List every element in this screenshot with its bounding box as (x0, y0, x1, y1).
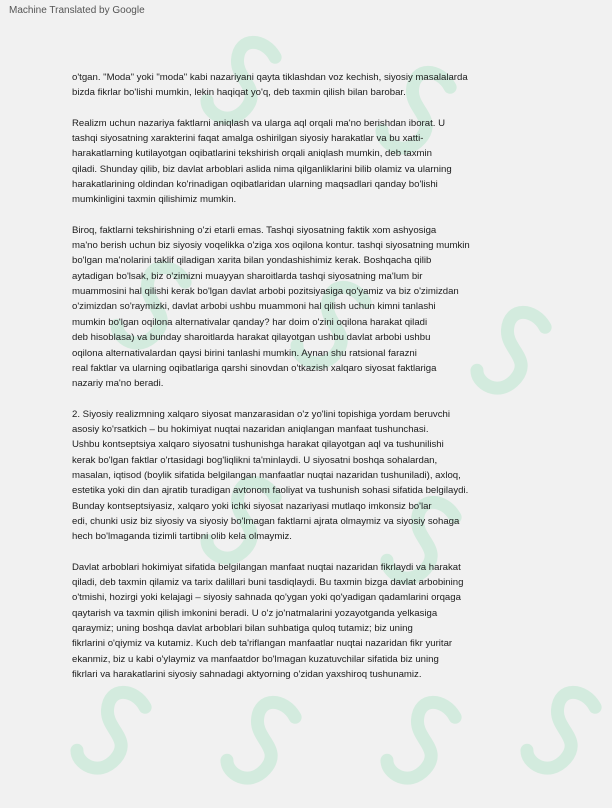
text-line: edi, chunki usiz biz siyosiy va siyosiy bo'lmagan faktlarni ajrata olmaymiz va siyosiy sohaga (72, 515, 460, 527)
text-line: kerak bo'lgan faktlar o'rtasidagi bog'liqlikni ta'minlaydi. U siyosatni boshqa sohalardan, (72, 454, 438, 466)
text-line: deb hisoblasa) va bunday sharoitlarda harakat qilayotgan ushbu davlat arbobi ushbu (72, 332, 431, 344)
text-line: Realizm uchun nazariya faktlarni aniqlash va ularga aql orqali ma'no berishdan iborat. U (72, 117, 445, 129)
text-line: nazariy ma'no beradi. (72, 378, 164, 390)
text-line: harakatlarning kutilayotgan oqibatlarini tekshirish orqali aniqlash mumkin, deb taxmin (72, 148, 432, 160)
text-line: fikrlarini o'qiymiz va kutamiz. Kuch deb ta'riflangan manfaatlar nuqtai nazaridan fikr yuritar (72, 638, 453, 650)
text-line: mumkin bo'lgan oqilona alternativalar qanday? har doim o'zini oqilona harakat qiladi (72, 316, 428, 328)
text-line: Davlat arboblari hokimiyat sifatida belgilangan manfaat nuqtai nazaridan fikrlaydi va harakat (72, 561, 461, 573)
watermark-logo (368, 682, 473, 807)
paragraph-3 (72, 223, 542, 392)
text-line: harakatlarining oldindan ko'rinadigan oqibatlaridan ularning maqsadlari qanday bo'lishi (72, 179, 438, 191)
paragraph-2 (72, 116, 542, 208)
text-line: tashqi siyosatning xarakterini faqat amalga oshirilgan siyosiy harakatlar va bu xatti- (72, 133, 424, 145)
text-line: ma'no berish uchun biz siyosiy voqelikka o'ziga xos oqilona kontur. tashqi siyosatning mumkin (72, 240, 470, 252)
document-body (72, 70, 542, 697)
text-line: o'tmishi, hozirgi yoki kelajagi – siyosiy sahnada qo'ygan yoki qo'yadigan qadamlarini orqaga (72, 592, 461, 604)
text-line: Bunday kontseptsiyasiz, xalqaro yoki ichki siyosat nazariyasi mutlaqo imkonsiz bo'lar (72, 500, 432, 512)
text-line: hech bo'lmaganda tizimli tartibni olib kela olmaymiz. (72, 531, 292, 543)
text-line: qaytarish va taxmin qilish imkonini beradi. U o'z jo'natmalarini yozayotganda yelkasiga (72, 607, 438, 619)
text-line: oqilona alternativalardan qaysi birini tanlashi mumkin. Aynan shu ratsional farazni (72, 347, 417, 359)
paragraph-1 (72, 70, 542, 101)
text-line: Biroq, faktlarni tekshirishning o'zi etarli emas. Tashqi siyosatning faktik xom ashyosiga (72, 224, 437, 236)
text-line: estetika yoki din dan ajratib turadigan avtonom faoliyat va tushunish sohasi sifatida belgilaydi. (72, 485, 469, 497)
text-line: qaraymiz; uning boshqa davlat arboblari bilan suhbatiga quloq tutamiz; biz uning (72, 623, 413, 634)
text-line: bo'lgan ma'nolarini taklif qiladigan xarita bilan yondashishimiz kerak. Boshqacha qilib (72, 255, 432, 267)
text-line: real faktlar va ularning oqibatlariga qarshi sinovdan o'tkazish xalqaro siyosat faktlariga (72, 362, 437, 374)
text-line: bizda fikrlar bo'lishi mumkin, lekin haqiqat yo'q, deb taxmin qilish bilan barobar. (72, 87, 406, 99)
text-line: Ushbu kontseptsiya xalqaro siyosatni tushunishga harakat qilayotgan aql va tushunilishi (72, 439, 444, 451)
text-line: masalan, iqtisod (boylik sifatida belgilangan manfaatlar nuqtai nazaridan tushuniladi), axloq, (72, 469, 461, 481)
watermark-logo (208, 682, 313, 807)
text-line: fikrlari va harakatlarini siyosiy sahnadagi aktyorning o'zidan yaxshiroq tushunamiz. (72, 669, 422, 681)
text-line: mumkinligini taxmin qilishimiz mumkin. (72, 194, 237, 206)
text-line: ekanmiz, biz u kabi o'ylaymiz va manfaatdor bo'lmagan kuzatuvchilar sifatida biz uning (72, 653, 439, 665)
text-line: qiladi. Shunday qilib, biz davlat arboblari aslida nima qilganliklarini bilib olamiz va ularning (72, 163, 452, 175)
text-line: aytadigan bo'lsak, biz o'zimizni muayyan sharoitlarda tashqi siyosatning ma'lum bir (72, 270, 423, 282)
text-line: qiladi, deb taxmin qilamiz va tarix dalillari buni tasdiqlaydi. Bu taxmin bizga davlat arbobining (72, 576, 464, 588)
machine-translated-label: Machine Translated by Google (9, 5, 145, 16)
text-line: asosiy ko'rsatkich – bu hokimiyat nuqtai nazaridan aniqlangan manfaat tushunchasi. (72, 423, 429, 435)
text-line: 2. Siyosiy realizmning xalqaro siyosat manzarasidan o'z yo'lini topishiga yordam beruvchi (72, 408, 450, 420)
text-line: muammosini hal qilishi kerak bo'lgan davlat arbobi pozitsiyasiga qo'yamiz va biz o'zimizdan (72, 286, 459, 298)
paragraph-4 (72, 407, 542, 545)
text-line: o'zimizdan so'raymizki, davlat arbobi ushbu muammoni hal qilish uchun kimni tanlashi (72, 301, 436, 313)
paragraph-5 (72, 560, 542, 683)
text-line: o'tgan. "Moda" yoki "moda" kabi nazariyani qayta tiklashdan voz kechish, siyosiy masalalarda (72, 72, 468, 83)
